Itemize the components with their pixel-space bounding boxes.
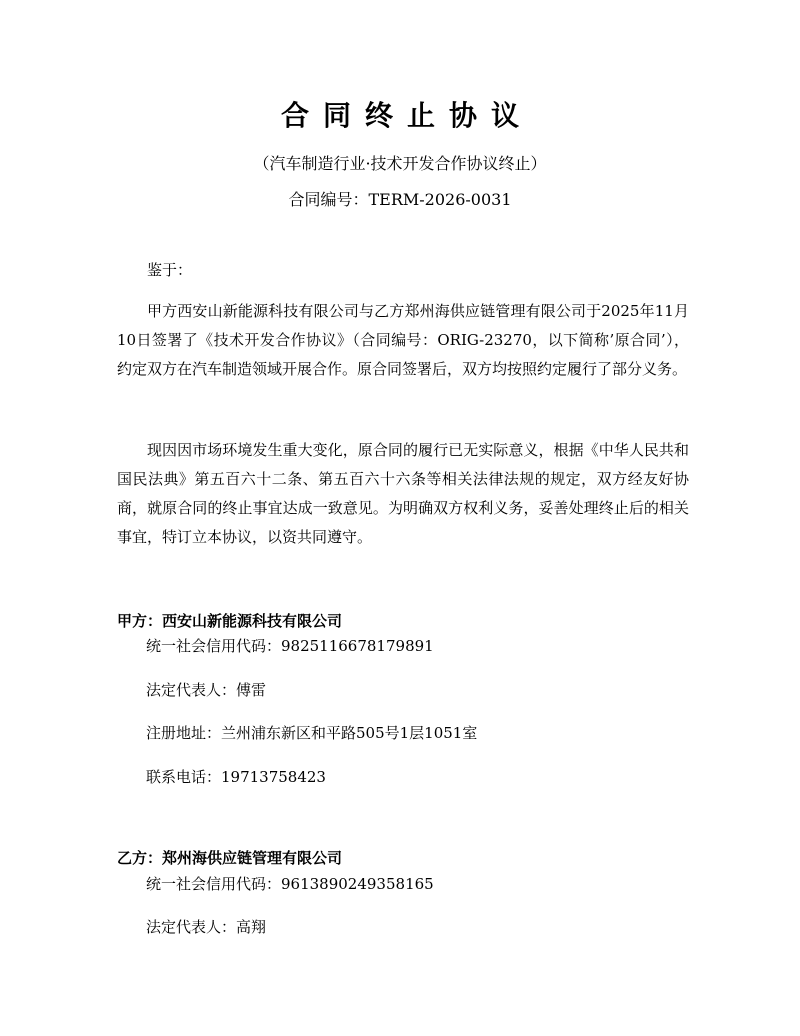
party-a-phone: 联系电话：19713758423 <box>146 768 326 786</box>
whereas-clause: 鉴于： <box>147 261 193 279</box>
contract-number: 合同编号：TERM-2026-0031 <box>288 190 512 209</box>
party-b-credit-code: 统一社会信用代码：9613890249358165 <box>146 875 434 893</box>
party-a-legal-rep: 法定代表人：傅雷 <box>146 681 267 699</box>
termination-reason-paragraph: 现因因市场环境发生重大变化，原合同的履行已无实际意义，根据《中华人民共和国民法典》第五百六十二条、第五百六十六条等相关法律法规的规定，双方经友好协商，就原合同的终止事宜达成一致意见。为明确双方权利义务，妥善处理终止后的相关事宜，特订立本协议，以资共同遵守。 <box>117 441 689 546</box>
background-paragraph: 甲方西安山新能源科技有限公司与乙方郑州海供应链管理有限公司于2025年11月10日签署了《技术开发合作协议》（合同编号：ORIG-23270，以下简称’原合同’），约定双方在汽车制造领域开展合作。原合同签署后，双方均按照约定履行了部分义务。 <box>117 302 689 378</box>
document-title: 合同终止协议 <box>280 99 533 132</box>
party-b-legal-rep: 法定代表人：高翔 <box>146 918 267 936</box>
party-a-heading: 甲方：西安山新能源科技有限公司 <box>117 612 343 630</box>
party-a-credit-code: 统一社会信用代码：9825116678179891 <box>146 637 434 655</box>
party-a-address: 注册地址：兰州浦东新区和平路505号1层1051室 <box>146 724 478 742</box>
document-subtitle: （汽车制造行业·技术开发合作协议终止） <box>253 154 547 173</box>
party-b-heading: 乙方：郑州海供应链管理有限公司 <box>117 849 343 867</box>
